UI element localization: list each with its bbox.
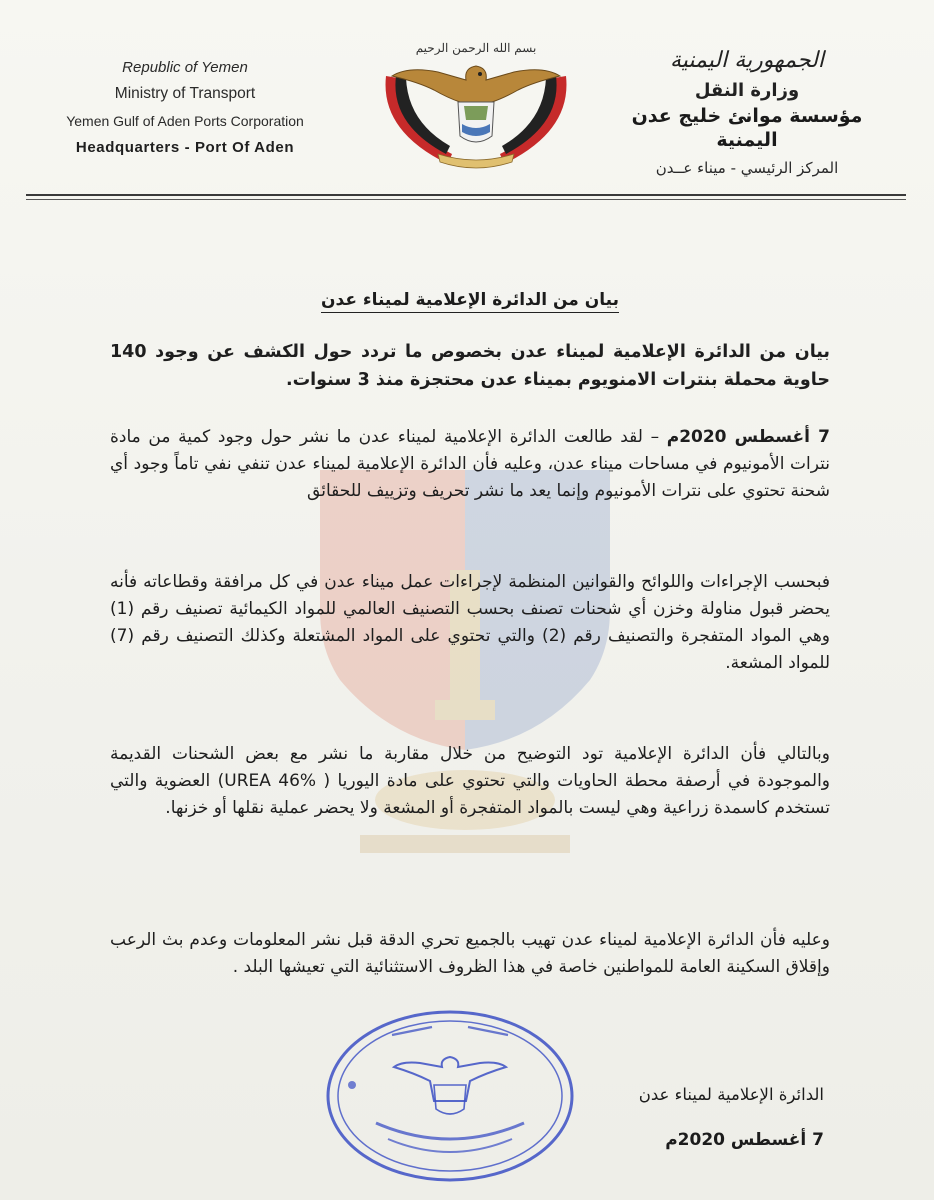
paragraph-3: وبالتالي فأن الدائرة الإعلامية تود التوضيح من خلال مقاربة ما نشر مع بعض الشحنات القديمة والموجودة في أرصفة محطة الحاويات والتي تحتوي على مادة اليوريا ( UREA 46%) العضوية والتي تستخدم كاسمدة زراعية وهي ليست بالمواد المتفجرة أو المشعة ولا يحضر عملية نقلها أو خزنها.	[110, 744, 830, 818]
statement-title	[110, 290, 830, 310]
official-stamp-icon	[322, 1005, 578, 1187]
ministry-arabic: وزارة النقل	[694, 80, 800, 101]
ministry-english: Ministry of Transport	[114, 85, 256, 102]
emblem-motto: بسم الله الرحمن الرحيم	[415, 41, 537, 55]
statement-title-text: بيان من الدائرة الإعلامية لميناء عدن	[321, 290, 619, 313]
paragraph-1-text: – لقد طالعت الدائرة الإعلامية لميناء عدن ما نشر حول وجود كمية من مادة نترات الأمونيوم في مساحات ميناء عدن، وعليه فأن الدائرة الإعلامية لميناء عدن تنفي نفي تاماً وجود أي شحنة تحتوي على نترات الأمونيوم وإنما يعد ما نشر تحريف وتزييف للحقائق	[110, 427, 830, 501]
paragraph-1	[110, 424, 830, 505]
intro-paragraph: بيان من الدائرة الإعلامية لميناء عدن بخصوص ما تردد حول الكشف عن وجود 140 حاوية محملة بنترات الامنويوم بميناء عدن محتجزة منذ 3 سنوات.	[110, 342, 830, 390]
english-letterhead	[40, 58, 330, 159]
paragraph-2: فبحسب الإجراءات واللوائح والقوانين المنظمة لإجراءات عمل ميناء عدن في كل مرافقة وقطاعاته فأنه يحضر قبول مناولة وخزن أي شحنات تصنف بحسب التصنيف العالمي للمواد الكيمائية تصنيف رقم (1) وهي المواد المتفجرة والتصنيف رقم (2) والتي تحتوي على المواد المشتعلة وكذلك التصنيف رقم (7) للمواد المشعة.	[110, 572, 831, 673]
arabic-letterhead	[602, 44, 892, 180]
paragraph-1-date: 7 أغسطس 2020م	[666, 427, 830, 447]
headquarters-english: Headquarters - Port Of Aden	[75, 139, 295, 156]
signature-date: 7 أغسطس 2020م	[665, 1130, 824, 1150]
country-english: Republic of Yemen	[122, 59, 248, 76]
signature-department: الدائرة الإعلامية لميناء عدن	[638, 1085, 824, 1104]
corporation-arabic: مؤسسة موانئ خليج عدن اليمنية	[631, 105, 863, 151]
paragraph-4: وعليه فأن الدائرة الإعلامية لميناء عدن تهيب بالجميع تحري الدقة قبل نشر المعلومات وعدم بث الرعب وإقلاق السكينة العامة للمواطنين خاصة في هذا الظروف الاستثنائية التي تعيشها البلد .	[110, 930, 830, 977]
letterhead-divider	[26, 194, 906, 200]
yemen-emblem-icon	[378, 36, 574, 174]
corporation-english: Yemen Gulf of Aden Ports Corporation	[66, 113, 304, 129]
headquarters-arabic: المركز الرئيسي - ميناء عــدن	[655, 159, 839, 177]
country-arabic: الجمهورية اليمنية	[669, 48, 825, 73]
